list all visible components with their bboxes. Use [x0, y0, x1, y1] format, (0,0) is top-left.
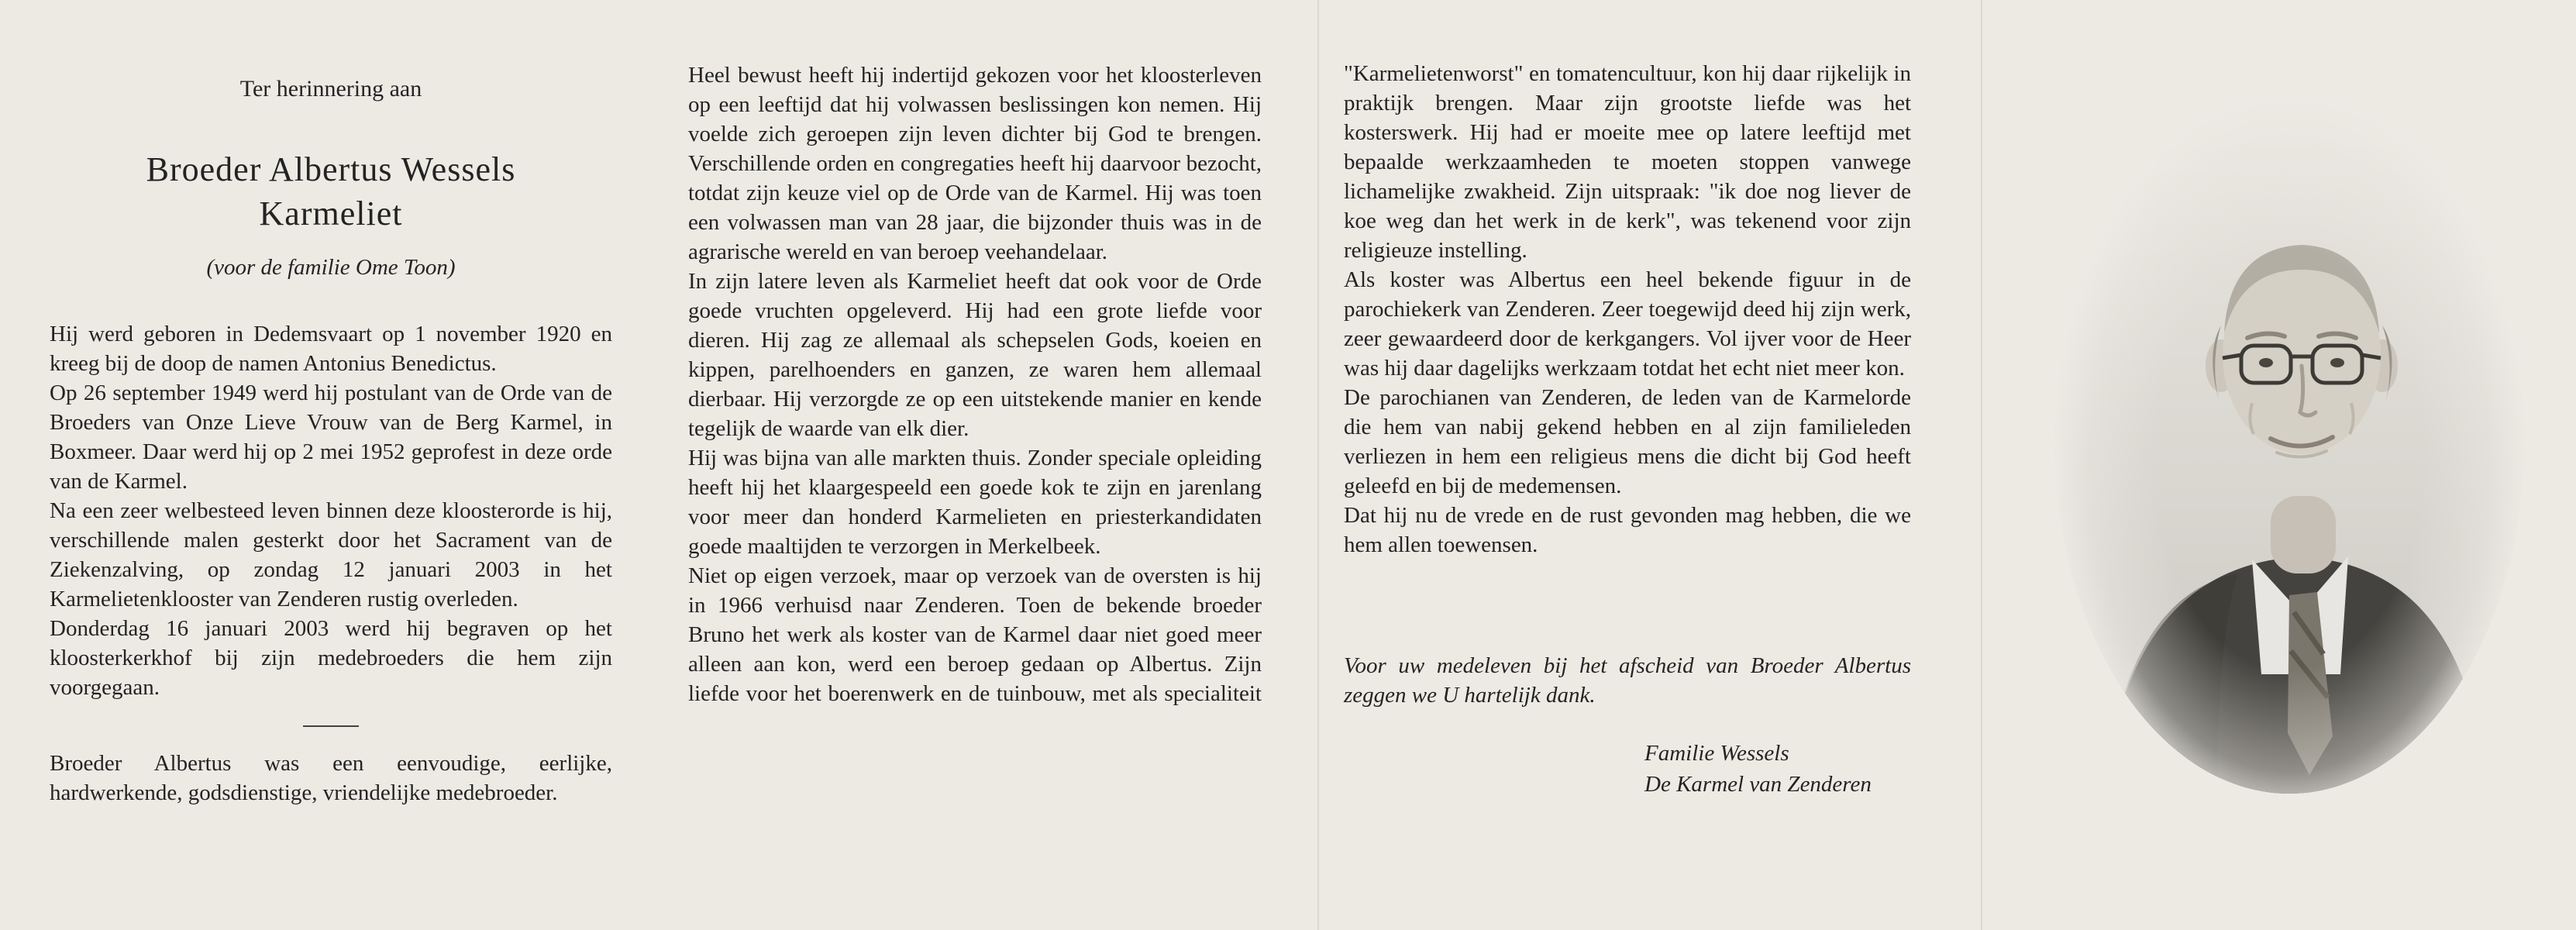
middle-paragraph-4: Niet op eigen verzoek, maar op verzoek van de oversten is hij in 1966 verhuisd naar Zenderen. Toen de bekende broeder Bruno het werk als koster van de Karmel daar niet goed meer alleen aan kon, werd een beroep gedaan op Albertus. Zijn liefde voor het boerenwerk en de tuinbouw, met als specialiteit [688, 563, 1262, 706]
panel-left [50, 74, 612, 808]
signature-block [1344, 738, 1911, 800]
middle-paragraph-1: Heel bewust heeft hij indertijd gekozen voor het kloosterleven op een leeftijd dat hij volwassen beslissingen kon nemen. Hij voelde zich geroepen zijn leven dichter bij God te brengen. Verschillende orden en congregaties heeft hij daarvoor bezocht, totdat zijn keuze viel op de Orde van de Karmel. Hij was toen een volwassen man van 28 jaar, die bijzonder thuis was in de agrarische wereld en van beroep veehandelaar. [688, 63, 1262, 264]
deceased-name [50, 147, 612, 236]
right-paragraph-2: Als koster was Albertus een heel bekende figuur in de parochiekerk van Zenderen. Zeer toegewijd deed hij zijn werk, zeer gewaardeerd door de kerkgangers. Vol ijver voor de Heer was hij daar dagelijks werkzaam totdat het echt niet meer kon. [1344, 267, 1911, 381]
left-paragraph-2: Op 26 september 1949 werd hij postulant van de Orde van de Broeders van Onze Lieve Vrouw van de Berg Karmel, in Boxmeer. Daar werd hij op 2 mei 1952 geprofest in deze orde van de Karmel. [50, 381, 612, 494]
left-paragraph-4: Donderdag 16 januari 2003 werd hij begraven op het kloosterkerkhof bij zijn medebroeders die hem zijn voorgegaan. [50, 616, 612, 700]
divider-line [303, 725, 359, 727]
deceased-name-line2: Karmeliet [259, 195, 403, 232]
panel-right [1344, 59, 1911, 800]
signature-karmel: De Karmel van Zenderen [1644, 772, 1872, 797]
thanks-paragraph: Voor uw medeleven bij het afscheid van Broeder Albertus zeggen we U hartelijk dank. [1344, 653, 1911, 708]
left-paragraph-1: Hij werd geboren in Dedemsvaart op 1 november 1920 en kreeg bij de doop de namen Antonius Benedictus. [50, 322, 612, 376]
portrait-photo [2044, 78, 2534, 841]
family-subtitle: (voor de familie Ome Toon) [206, 255, 456, 280]
right-paragraph-1: "Karmelietenworst" en tomatencultuur, kon hij daar rijkelijk in praktijk brengen. Maar zijn grootste liefde was het kosterswerk. Hij had er moeite mee op latere leeftijd met bepaalde werkzaamheden te moeten stoppen vanwege lichamelijke zwakheid. Zijn uitspraak: "ik doe nog liever de koe weg dan het werk in de kerk", was tekenend voor zijn religieuze instelling. [1344, 61, 1911, 263]
fold-line [1317, 0, 1319, 930]
portrait-photo-illustration [2044, 78, 2534, 841]
left-closing-paragraph: Broeder Albertus was een eenvoudige, eerlijke, hardwerkende, godsdienstige, vriendelijke medebroeder. [50, 751, 612, 805]
left-paragraph-3: Na een zeer welbesteed leven binnen deze kloosterorde is hij, verschillende malen gesterkt door het Sacrament van de Ziekenzalving, op zondag 12 januari 2003 in het Karmelietenklooster van Zenderen rustig overleden. [50, 498, 612, 611]
right-paragraph-3: De parochianen van Zenderen, de leden van de Karmelorde die hem van nabij gekend hebben en al zijn familieleden verliezen in hem een religieus mens die dicht bij God heeft geleefd en bij de medemensen. [1344, 385, 1911, 498]
memorial-line: Ter herinnering aan [239, 76, 422, 102]
panel-middle [688, 60, 1262, 708]
right-paragraph-4: Dat hij nu de vrede en de rust gevonden mag hebben, die we hem allen toewensen. [1344, 503, 1911, 557]
deceased-name-line1: Broeder Albertus Wessels [146, 150, 516, 188]
middle-paragraph-2: In zijn latere leven als Karmeliet heeft dat ook voor de Orde goede vruchten opgeleverd. Hij had een grote liefde voor dieren. Hij zag ze allemaal als schepselen Gods, koeien en kippen, parelhoenders en ganzen, ze waren hem allemaal dierbaar. Hij verzorgde ze op een uitstekende manier en kende tegelijk de waarde van elk dier. [688, 269, 1262, 441]
fold-line [1981, 0, 1982, 930]
middle-paragraph-3: Hij was bijna van alle markten thuis. Zonder speciale opleiding heeft hij het klaargespeeld een goede kok te zijn en jarenlang voor meer dan honderd Karmelieten en priesterkandidaten goede maaltijden te verzorgen in Merkelbeek. [688, 446, 1262, 559]
signature-family: Familie Wessels [1644, 741, 1789, 766]
